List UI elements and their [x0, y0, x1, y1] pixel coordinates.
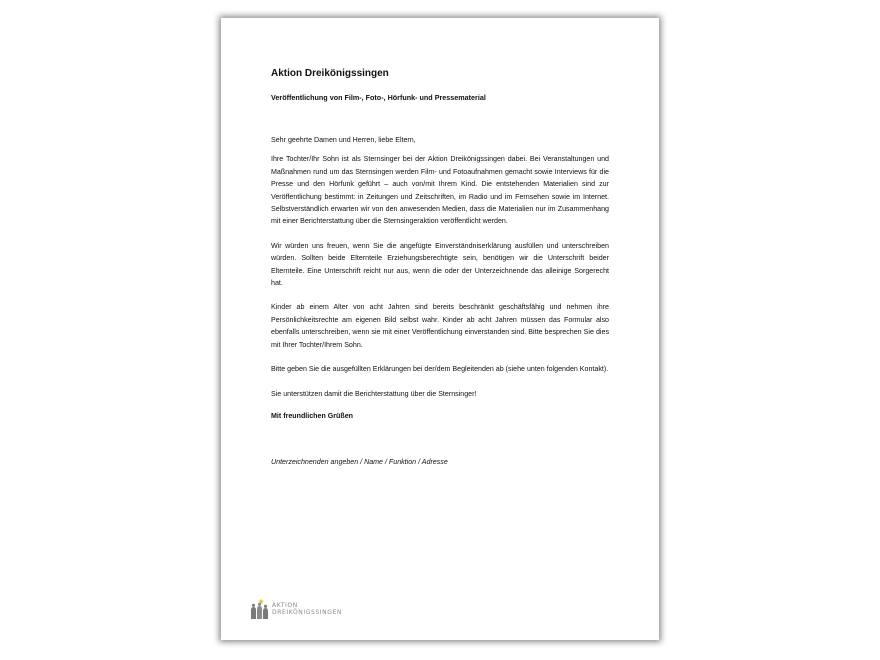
logo-line-1: AKTION — [272, 602, 298, 609]
paragraph-return: Bitte geben Sie die ausgefüllten Erklärungen bei der/dem Begleitenden ab (siehe unten folgenden Kontakt). — [271, 365, 609, 374]
logo-line-2: DREIKÖNIGSSINGEN — [272, 609, 342, 616]
three-kings-icon — [248, 598, 270, 620]
paragraph-children: Kinder ab einem Alter von acht Jahren sind bereits beschränkt geschäftsfähig und nehmen ihre Persönlichkeitsrechte am eigenen Bild selbst wahr. Kinder ab acht Jahren müssen das Formular also ebenfalls unterschreiben, wenn sie mit einer Veröffentlichung einverstanden sind. Bitte besprechen Sie dies mit Ihrer Tochter/Ihrem Sohn. — [271, 303, 609, 349]
logo-wordmark — [272, 602, 342, 616]
paragraph-consent: Wir würden uns freuen, wenn Sie die angefügte Einverständniserklärung ausfüllen und unterschreiben würden. Sollten beide Elternteile Erziehungsberechtigte sein, benötigen wir die Unterschrift beider Elternteile. Eine Unterschrift reicht nur aus, wenn die oder der Unterzeichnende das alleinige Sorgerecht hat. — [271, 241, 609, 288]
paragraph-support: Sie unterstützen damit die Berichterstattung über die Sternsinger! — [271, 389, 477, 398]
document-title: Aktion Dreikönigssingen — [271, 68, 389, 79]
paragraph-intro: Ihre Tochter/Ihr Sohn ist als Sternsinger bei der Aktion Dreikönigssingen dabei. Bei Veranstaltungen und Maßnahmen rund um das Sternsingen werden Film- und Fotoaufnahmen gemacht sowie Interviews für die Presse und den Hörfunk geführt – auch von/mit Ihrem Kind. Die entstehenden Materialien sind zur Veröffentlichung bestimmt: in Zeitungen und Zeitschriften, im Radio und im Fernsehen sowie im Internet. Selbstverständlich erwarten wir von den anwesenden Medien, dass die Materialien nur im Zusammenhang mit einer Berichterstattung über die Sternsingeraktion veröffentlicht werden. — [271, 155, 609, 226]
document-page — [221, 18, 659, 640]
document-subtitle: Veröffentlichung von Film-, Foto-, Hörfunk- und Pressematerial — [271, 93, 486, 102]
greeting: Sehr geehrte Damen und Herren, liebe Eltern, — [271, 136, 416, 144]
aktion-logo — [248, 598, 342, 620]
signature-line: Unterzeichnenden angeben / Name / Funktion / Adresse — [271, 457, 448, 466]
closing-greeting: Mit freundlichen Grüßen — [271, 411, 353, 420]
document-body — [271, 68, 609, 466]
